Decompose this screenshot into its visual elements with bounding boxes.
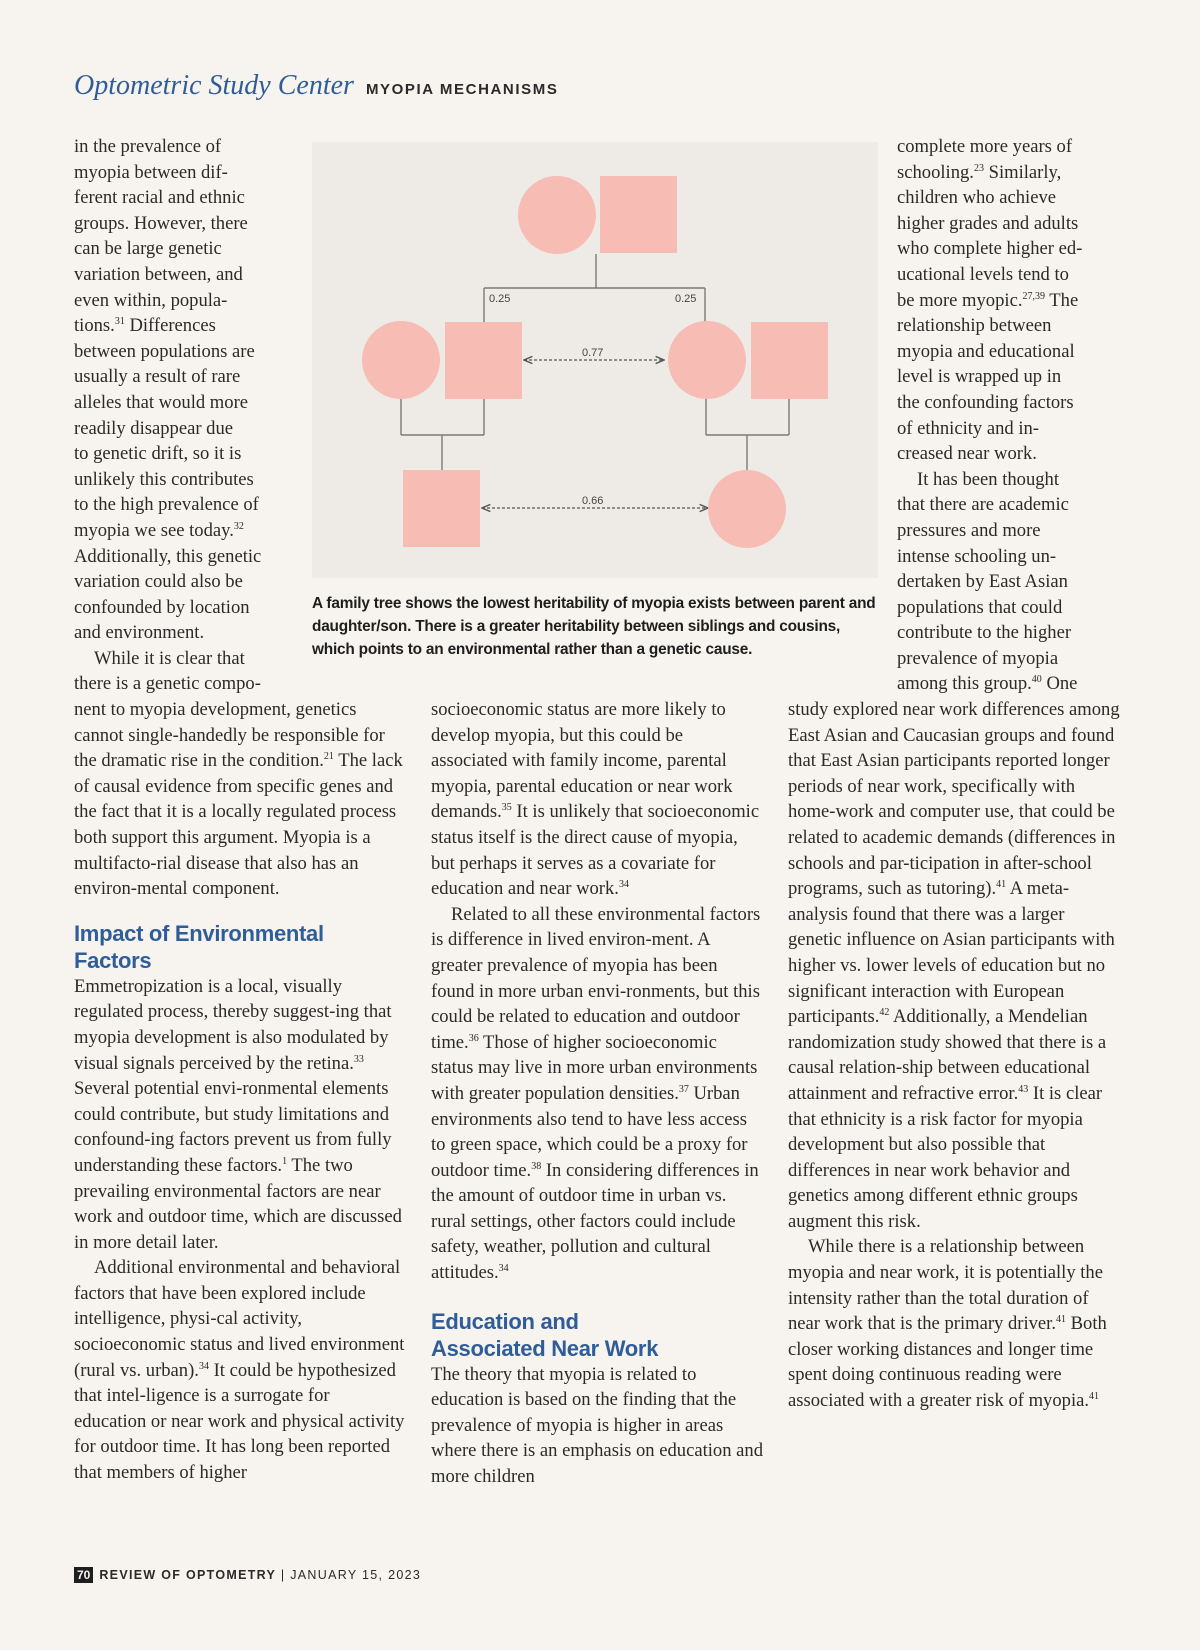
tree-nodes [362,176,828,548]
text-line: in the prevalence of [74,136,222,157]
family-tree-figure [312,142,878,578]
aunt-node [362,321,440,399]
column-1 [74,697,406,1486]
text-line: the confounding factors [897,391,1074,413]
column-3-top [897,134,1127,697]
page-header [74,70,558,102]
text-line: schooling.$^{23}$ Similarly, [897,161,1062,183]
father-node [445,322,522,399]
text-line: confounded by location [74,596,250,618]
text-line: who complete higher ed- [897,238,1083,260]
text-line: ferent racial and ethnic [74,187,245,209]
text-line: of ethnicity and in- [897,417,1039,439]
magazine-name: REVIEW OF OPTOMETRY [99,1568,277,1582]
brand-title: Optometric Study Center [74,70,354,101]
grandmother-node [518,176,596,254]
column-2 [431,697,763,1490]
text-line: children who achieve [897,187,1057,209]
paragraph: The theory that myopia is related to education is based on the finding that the prevalence of myopia is higher in areas where there is an emphasis on education and more children [431,1363,763,1488]
heading-education-near-work: Education and Associated Near Work [431,1308,659,1361]
text-line: readily disappear due [74,417,234,439]
paragraph: Emmetropization is a local, visually regulated process, thereby suggest-ing that myopia development is also modulated by visual signals perceived by the retina.$^{33}$ Several potential envi-ronmental elements could contribute, but study limitations and confound-ing factors prevent us from fully understanding these factors.$^1$ The two prevailing environmental factors are near work and outdoor time, which are discussed in more detail later. [74,975,402,1253]
text-line: can be large genetic [74,238,222,260]
text-line: higher grades and adults [897,212,1079,234]
column-1-top [74,134,304,697]
ref: 32 [233,520,244,532]
column-3 [788,697,1120,1414]
label-parent-left: 0.25 [489,293,511,305]
text-line: among this group.$^{40}$ One [897,673,1078,695]
son-node [403,470,480,547]
paragraph: study explored near work differences among East Asian and Caucasian groups and found that East Asian participants reported longer periods of near work, specifically with home-work and computer use, that could be related to academic demands (differences in schools and par-ticipation in after-school programs, such as tutoring).$^{41}$ A meta-analysis found that there was a larger genetic influence on Asian participants with higher vs. lower levels of education but no significant interaction with European participants.$^{42}$ Additionally, a Mendelian randomization study showed that there is a causal relation-ship between educational attainment and refractive error.$^{43}$ It is clear that ethnicity is a risk factor for myopia development but also possible that differences in near work behavior and genetics among different ethnic groups augment this risk. [788,699,1120,1232]
label-parent-right: 0.25 [675,293,697,305]
text-line: dertaken by East Asian [897,571,1068,593]
ref: 31 [114,316,125,328]
text-line: creased near work. [897,443,1037,465]
text-line: usually a result of rare [74,366,241,388]
footer-separator: | [276,1568,291,1582]
uncle-node [751,322,828,399]
issue-date: JANUARY 15, 2023 [290,1568,422,1582]
text-line: level is wrapped up in [897,366,1062,388]
text-line: ucational levels tend to [897,263,1069,285]
text-line: complete more years of [897,136,1073,157]
family-tree-diagram [312,142,878,578]
label-siblings: 0.77 [582,347,604,359]
text-line: even within, popula- [74,289,228,311]
grandfather-node [600,176,677,253]
figure-caption: A family tree shows the lowest heritability of myopia exists between parent and daughter/son. There is a greater heritability between siblings and cousins, which points to an environmental rather than a genetic cause. [312,595,876,658]
text-line: between populations are [74,340,255,362]
text-line: relationship between [897,315,1052,337]
text-line: While it is clear that [94,647,245,669]
paragraph: Additional environmental and behavioral factors that have been explored include intelligence, physi-cal activity, socioeconomic status and lived environment (rural vs. urban).$^{34}$ It could be hypothesized that intel-ligence is a surrogate for education or near work and physical activity for outdoor time. It has long been reported that members of higher [74,1257,405,1484]
text-line: It has been thought [917,468,1060,490]
text-line: there is a genetic compo- [74,673,261,695]
text-line: prevalence of myopia [897,647,1059,669]
text-line: and environment. [74,622,205,644]
mother-node [668,321,746,399]
text-line: that there are academic [897,494,1069,516]
text-line: myopia and educational [897,340,1075,362]
page-footer [74,1567,421,1583]
text-line: unlikely this contributes [74,468,254,490]
label-cousins: 0.66 [582,495,604,507]
text-line: Additionally, this genetic [74,545,262,567]
text-line: be more myopic.$^{27,39}$ The [897,289,1079,311]
paragraph: Related to all these environmental factors is difference in lived environ-ment. A greater prevalence of myopia has been found in more urban envi-ronments, but this could be related to education and outdoor time.$^{36}$ Those of higher socioeconomic status may live in more urban environments with greater population densities.$^{37}$ Urban environments also tend to have less access to green space, which could be a proxy for outdoor time.$^{38}$ In considering differences in the amount of outdoor time in urban vs. rural settings, other factors could include safety, weather, pollution and cultural attitudes.$^{34}$ [431,903,761,1284]
section-title: MYOPIA MECHANISMS [365,81,559,98]
text-line: pressures and more [897,519,1041,541]
text-line: intense schooling un- [897,545,1057,567]
text-line: variation between, and [74,263,243,285]
page-number: 70 [74,1567,93,1583]
paragraph: While there is a relationship between myopia and near work, it is potentially the intensity rather than the total duration of near work that is the primary driver.$^{41}$ Both closer working distances and longer time spent doing continuous reading were associated with a greater risk of myopia.$^{41}$ [788,1236,1107,1412]
text-line: variation could also be [74,571,243,593]
text-line: tions.$^{31}$ Differences [74,315,216,337]
text-line: myopia between dif- [74,161,228,183]
heading-environmental-factors: Impact of Environmental Factors [74,920,324,973]
text-line: myopia we see today.$^{32}$ [74,519,244,541]
paragraph: socioeconomic status are more likely to develop myopia, but this could be associated with family income, parental myopia, parental education or near work demands.$^{35}$ It is unlikely that socioeconomic status itself is the direct cause of myopia, but perhaps it serves as a covariate for education and near work.$^{34}$ [431,699,760,900]
text-line: alleles that would more [74,391,249,413]
daughter-node [708,470,786,548]
text-line: contribute to the higher [897,622,1072,644]
text-line: to genetic drift, so it is [74,443,242,465]
text-line: groups. However, there [74,212,248,234]
text-line: populations that could [897,596,1063,618]
text-line: to the high prevalence of [74,494,259,516]
paragraph: nent to myopia development, genetics cannot single-handedly be responsible for the dramatic rise in the condition.$^{21}$ The lack of causal evidence from specific genes and the fact that it is a locally regulated process both support this argument. Myopia is a multifacto-rial disease that also has an environ-mental component. [74,699,403,900]
